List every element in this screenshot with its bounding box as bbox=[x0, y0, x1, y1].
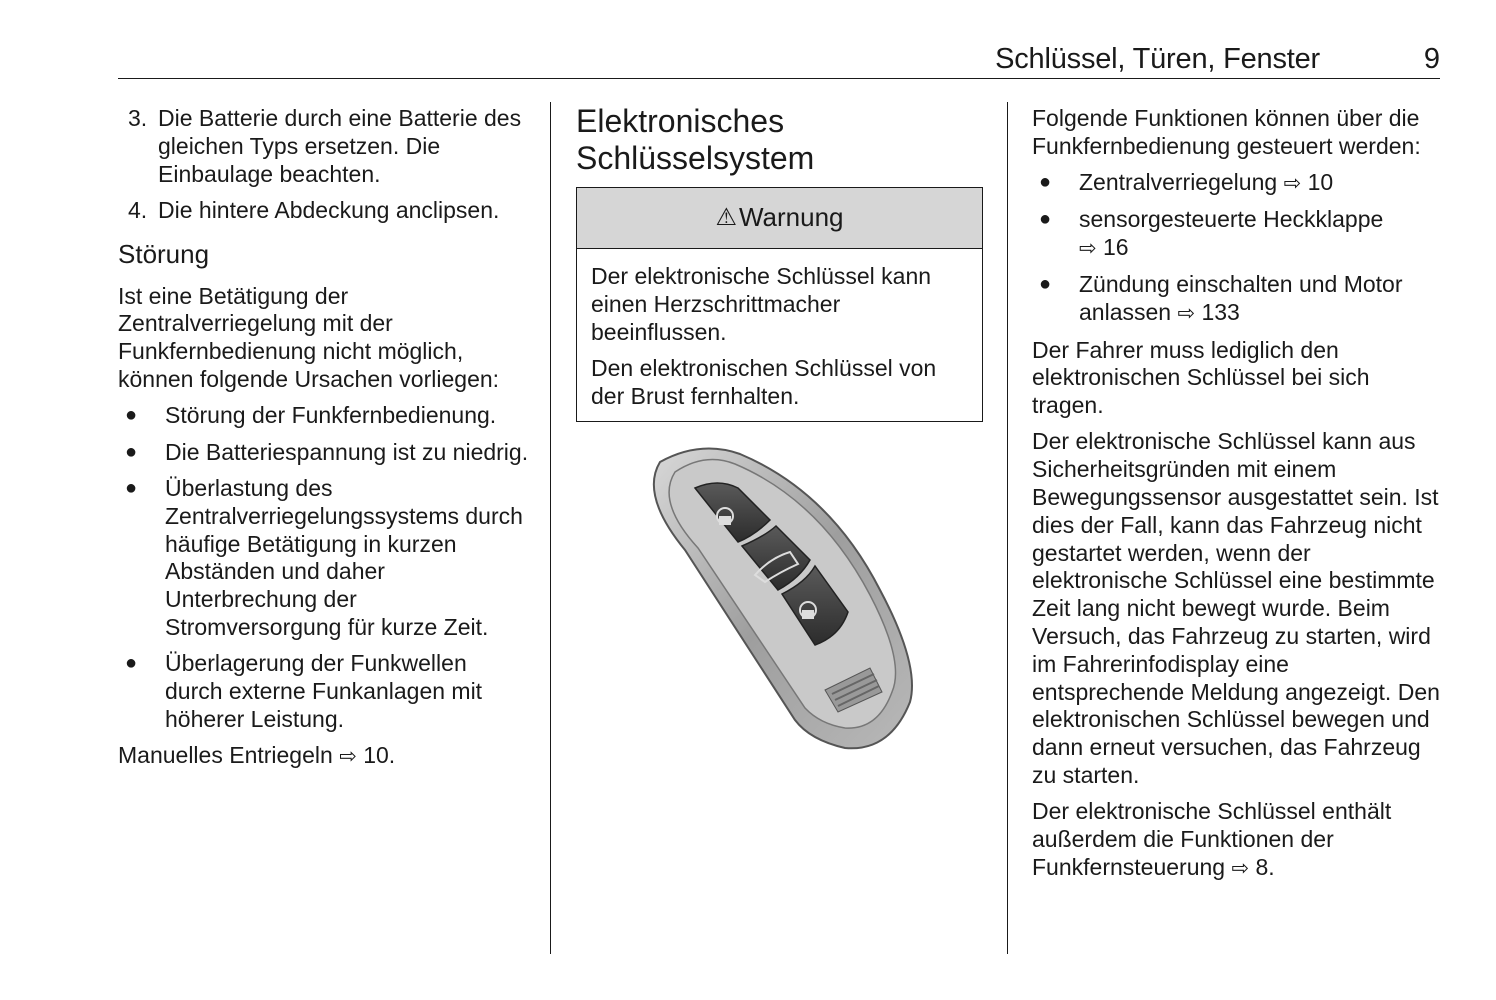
bullet-list bbox=[118, 402, 530, 733]
column-3 bbox=[1032, 105, 1444, 891]
column-divider bbox=[1007, 102, 1008, 954]
bullet-text: Überlastung des Zentralverriegelungssystems durch häufige Betätigung in kurzen Abständen und daher Unterbrechung der Stromversorgung für kurze Zeit. bbox=[165, 474, 523, 640]
list-item bbox=[118, 402, 530, 430]
list-item bbox=[118, 197, 530, 225]
bullet-text: Überlagerung der Funkwellen durch externe Funkanlagen mit höherer Leistung. bbox=[165, 650, 483, 732]
bullet-text: Die Batteriespannung ist zu niedrig. bbox=[165, 438, 529, 465]
step-text: Die hintere Abdeckung anclipsen. bbox=[158, 196, 500, 223]
bullet-icon: ● bbox=[125, 404, 138, 427]
page-reference[interactable]: 8. bbox=[1255, 853, 1275, 880]
paragraph: Ist eine Betätigung der Zentralverriegelung mit der Funkfernbedienung nicht möglich, können folgende Ursachen vorliegen: bbox=[118, 282, 500, 393]
warning-box bbox=[576, 187, 983, 422]
bullet-icon: ● bbox=[1039, 208, 1052, 231]
page-reference[interactable]: 10. bbox=[363, 742, 396, 769]
paragraph: Den elektronischen Schlüssel von der Brust fernhalten. bbox=[591, 354, 937, 409]
paragraph: Der elektronische Schlüssel kann einen Herzschrittmacher beeinflussen. bbox=[591, 263, 932, 345]
xref-arrow-icon: ⇨ bbox=[1231, 856, 1250, 880]
bullet-icon: ● bbox=[125, 440, 138, 463]
paragraph: Folgende Funktionen können über die Funkfernbedienung gesteuert werden: bbox=[1032, 105, 1421, 159]
column-1 bbox=[118, 105, 530, 779]
xref-arrow-icon: ⇨ bbox=[339, 745, 357, 769]
list-item bbox=[118, 650, 530, 733]
bullet-list bbox=[1032, 169, 1444, 328]
paragraph bbox=[1032, 798, 1444, 882]
warning-triangle-icon: ⚠ bbox=[715, 204, 737, 232]
bullet-text: sensorgesteuerte Heckklappe bbox=[1079, 206, 1384, 233]
paragraph: Der elektronische Schlüssel kann aus Sicherheitsgründen mit einem Bewegungssensor ausgestattet sein. Ist dies der Fall, kann das Fahrzeug nicht gestartet werden, wenn der elektronische Schlüssel eine bestimmte Zeit lang nicht bewegt wurde. Beim Versuch, das Fahrzeug zu starten, wird im Fahrerinfodisplay eine entsprechende Meldung angezeigt. Den elektronischen Schlüssel bewegen und dann erneut versuchen, das Fahrzeug zu starten. bbox=[1032, 428, 1440, 789]
section-heading bbox=[576, 103, 983, 177]
paragraph: Der Fahrer muss lediglich den elektronischen Schlüssel bei sich tragen. bbox=[1032, 336, 1370, 419]
page-number: 9 bbox=[1423, 43, 1440, 75]
step-number: 4. bbox=[128, 196, 148, 223]
xref-arrow-icon: ⇨ bbox=[1283, 172, 1302, 196]
page-reference[interactable]: 16 bbox=[1103, 234, 1129, 261]
page-header bbox=[118, 40, 1440, 79]
paragraph bbox=[118, 742, 530, 771]
heading-line: Elektronisches bbox=[576, 103, 785, 139]
step-number: 3. bbox=[128, 105, 148, 131]
bullet-text: Zündung einschalten und Motor anlassen bbox=[1079, 271, 1403, 326]
warning-header bbox=[577, 188, 982, 249]
list-item bbox=[118, 439, 530, 467]
page-title: Schlüssel, Türen, Fenster bbox=[995, 43, 1320, 75]
steps-list bbox=[118, 105, 530, 225]
electronic-key-illustration bbox=[620, 440, 940, 760]
list-item bbox=[1032, 169, 1444, 198]
page-reference[interactable]: 133 bbox=[1201, 299, 1240, 326]
list-item bbox=[1032, 206, 1444, 263]
bullet-icon: ● bbox=[1039, 171, 1052, 194]
warning-body bbox=[577, 249, 982, 421]
bullet-text: Störung der Funkfernbedienung. bbox=[165, 402, 497, 429]
xref-arrow-icon: ⇨ bbox=[1079, 237, 1097, 261]
bullet-text: Zentralverriegelung bbox=[1079, 169, 1278, 196]
bullet-icon: ● bbox=[125, 476, 138, 499]
column-divider bbox=[550, 102, 551, 954]
warning-title: Warnung bbox=[738, 202, 844, 233]
xref-arrow-icon: ⇨ bbox=[1177, 302, 1196, 326]
page-reference[interactable]: 10 bbox=[1307, 169, 1334, 196]
section-heading: Störung bbox=[118, 238, 210, 269]
manual-unlock-text: Manuelles Entriegeln bbox=[118, 742, 333, 769]
list-item bbox=[1032, 271, 1444, 328]
step-text: Die Batterie durch eine Batterie des gleichen Typs ersetzen. Die Einbaulage beachten. bbox=[158, 105, 522, 187]
column-2 bbox=[576, 103, 983, 422]
bullet-icon: ● bbox=[1039, 273, 1052, 296]
list-item bbox=[118, 105, 530, 188]
list-item bbox=[118, 475, 530, 642]
heading-line: Schlüsselsystem bbox=[576, 140, 815, 176]
paragraph-text: Der elektronische Schlüssel enthält außerdem die Funktionen der Funkfernsteuerung bbox=[1032, 798, 1392, 880]
bullet-icon: ● bbox=[125, 652, 138, 675]
